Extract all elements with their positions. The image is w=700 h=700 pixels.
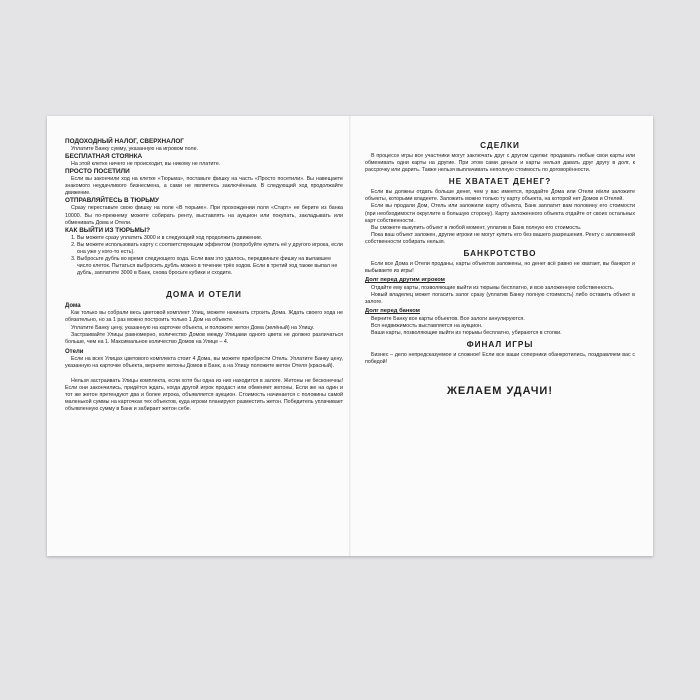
list-item: 3. Выбросьте дубль во время следующего хода. Если вам это удалось, передвиньте фишку на выпавшее число клеток. Пытаться выбросить дубль можно в течение трёх ходов. Если в третий ход также выпал не дубль, заплатите 3000 в Банк, снова бросьте кубики и сходите. (77, 256, 343, 277)
money-paragraph-2: Если вы продали Дом, Отель или заложили карту объекта, Банк заплатит вам половину его стоимости (при необходимости округлите в большую сторону). Карту заложенного объекта отдайте от своих остальных карт собственности. (365, 203, 635, 224)
money-paragraph-4: Пока ваш объект заложен, другие игроки не могут купить его без вашего разрешения. Ренту с заложенной собственности собирать нельзя. (365, 231, 635, 245)
game-end-text: Бизнес – дело непредсказуемое и сложное! Если все ваши соперники обанкротились, поздравляем вас с победой! (365, 351, 635, 365)
debt-to-bank-paragraph-2: Вся недвижимость выставляется на аукцион. (371, 322, 483, 329)
houses-paragraph-2: Уплатите Банку цену, указанную на карточке объекта, и положите жетон Дома (зелёный) на Улицу. (71, 324, 315, 331)
section-title-free-parking: БЕСПЛАТНАЯ СТОЯНКА (65, 153, 143, 161)
houses-hotels-title: ДОМА И ОТЕЛИ (166, 290, 242, 300)
debt-to-bank-title: Долг перед банком (365, 308, 420, 314)
section-text-free-parking: На этой клетке ничего не происходит, вы никому не платите. (71, 161, 221, 168)
game-end-title: ФИНАЛ ИГРЫ (466, 339, 534, 349)
deals-title: СДЕЛКИ (480, 141, 520, 150)
section-text-go-to-jail: Сразу переставьте свою фишку на поле «В тюрьме». При прохождении поля «Старт» не берите из банка 10000. Вы по-прежнему можете собирать ренту, выставлять на аукцион или покупать, закладывать или обменивать Дома и Отели. (65, 205, 343, 226)
money-paragraph-1: Если вы должны отдать больше денег, чем у вас имеется, продайте Дома или Отели и/или заложите объекты, которыми владеете. Заложить можно только ту карту объекта, на которой нет Домов и Отелей. (365, 189, 635, 203)
houses-paragraph-3: Застраивайте Улицы равномерно, количество Домов между Улицами одного цвета не должно различаться больше, чем на 1. Максимальное количество Домов на Улице – 4. (65, 331, 343, 345)
section-text-just-visiting: Если вы закончили ход на клетке «Тюрьма», поставьте фишку на часть «Просто посетили». Вы навещаете знакомого неудачливого бизнесмена, а сами не являетесь заключённым. В следующий ход продолжайте движение. (65, 176, 343, 197)
list-item: 2. Вы можете использовать карту с соответствующим эффектом (попробуйте купить её у другого игрока, если она уже у кого-то есть). (77, 242, 343, 256)
deals-text: В процессе игры все участники могут заключать друг с другом сделки: продавать любые свои карты или обменивать одни карты на другие. При этом сами деньги и карты нельзя давать друг другу в долг, к рассрочку или дарить. Также нельзя выплачивать неполную стоимость по договорённости. (365, 153, 635, 174)
section-title-leave-jail: КАК ВЫЙТИ ИЗ ТЮРЬМЫ? (65, 226, 150, 234)
debt-to-bank-paragraph-3: Ваши карты, позволяющие выйти из тюрьмы бесплатно, убираются в стопки. (371, 329, 562, 336)
left-page (65, 138, 343, 413)
debt-to-bank-paragraph-1: Верните Банку все карты объектов. Все залоги аннулируются. (371, 315, 525, 322)
hotels-paragraph: Если на всех Улицах цветового комплекта стоит 4 Дома, вы можете приобрести Отель. Уплатите Банку цену, указанную на карточке объекта, верните жетоны Домов в Банк, а на Улицу положите жетон Отеля (красный). (65, 355, 343, 369)
bankruptcy-title: БАНКРОТСТВО (463, 249, 537, 259)
hotels-subtitle: Отели (65, 348, 84, 355)
not-enough-money-title: НЕ ХВАТАЕТ ДЕНЕГ? (448, 177, 552, 187)
page-fold (349, 116, 351, 556)
section-text-income-tax: Уплатите Банку сумму, указанную на игровом поле. (71, 146, 199, 152)
leave-jail-list (65, 235, 343, 278)
money-paragraph-3: Вы сможете выкупить объект в любой момент, уплатив в Банк полную его стоимость. (371, 224, 582, 231)
section-title-go-to-jail: ОТПРАВЛЯЙТЕСЬ В ТЮРЬМУ (65, 197, 159, 205)
building-rules-paragraph: Нельзя застраивать Улицы комплекта, если хотя бы одна из них находится в залоге. Жетоны не бесконечны! Если они закончились, придётся ждать, когда другой игрок продаст или обменяет жетоны. Если же на один и тот же жетон претендуют два и более игрока, объявляется аукцион. Стоимость начинается с половины самой маленькой суммы на карточках тех объектов, куда игроки планируют разместить жетон. Победитель уплачивает объявленную сумму в Банк и забирает жетон себе. (65, 377, 343, 413)
rulebook-spread (47, 116, 653, 556)
right-page (365, 138, 635, 395)
debt-to-player-paragraph-1: Отдайте ему карты, позволяющие выйти из тюрьмы бесплатно, и всю заложенную собственность. (371, 284, 615, 291)
bankruptcy-text: Если все Дома и Отели проданы, карты объектов заложены, но денег всё равно не хватает, вы банкрот и выбываете из игры! (365, 261, 635, 275)
good-luck-heading: ЖЕЛАЕМ УДАЧИ! (446, 384, 554, 397)
debt-to-player-title: Долг перед другим игроком (365, 277, 445, 284)
section-title-income-tax: ПОДОХОДНЫЙ НАЛОГ, СВЕРХНАЛОГ (65, 138, 184, 145)
section-title-just-visiting: ПРОСТО ПОСЕТИЛИ (65, 168, 130, 176)
houses-paragraph-1: Как только вы собрали весь цветовой комплект Улиц, можете начинать строить Дома. Ждать своего хода не обязательно, но за 1 раз можно построить только 1 Дом на объекте. (65, 310, 343, 324)
debt-to-player-paragraph-2: Новый владелец может погасить залог сразу (уплатив Банку полную стоимость) либо оставить объект в залоге. (365, 291, 635, 305)
list-item: 1. Вы можете сразу уплатить 3000 и в следующий ход продолжить движение. (77, 235, 343, 242)
houses-subtitle: Дома (65, 303, 81, 310)
